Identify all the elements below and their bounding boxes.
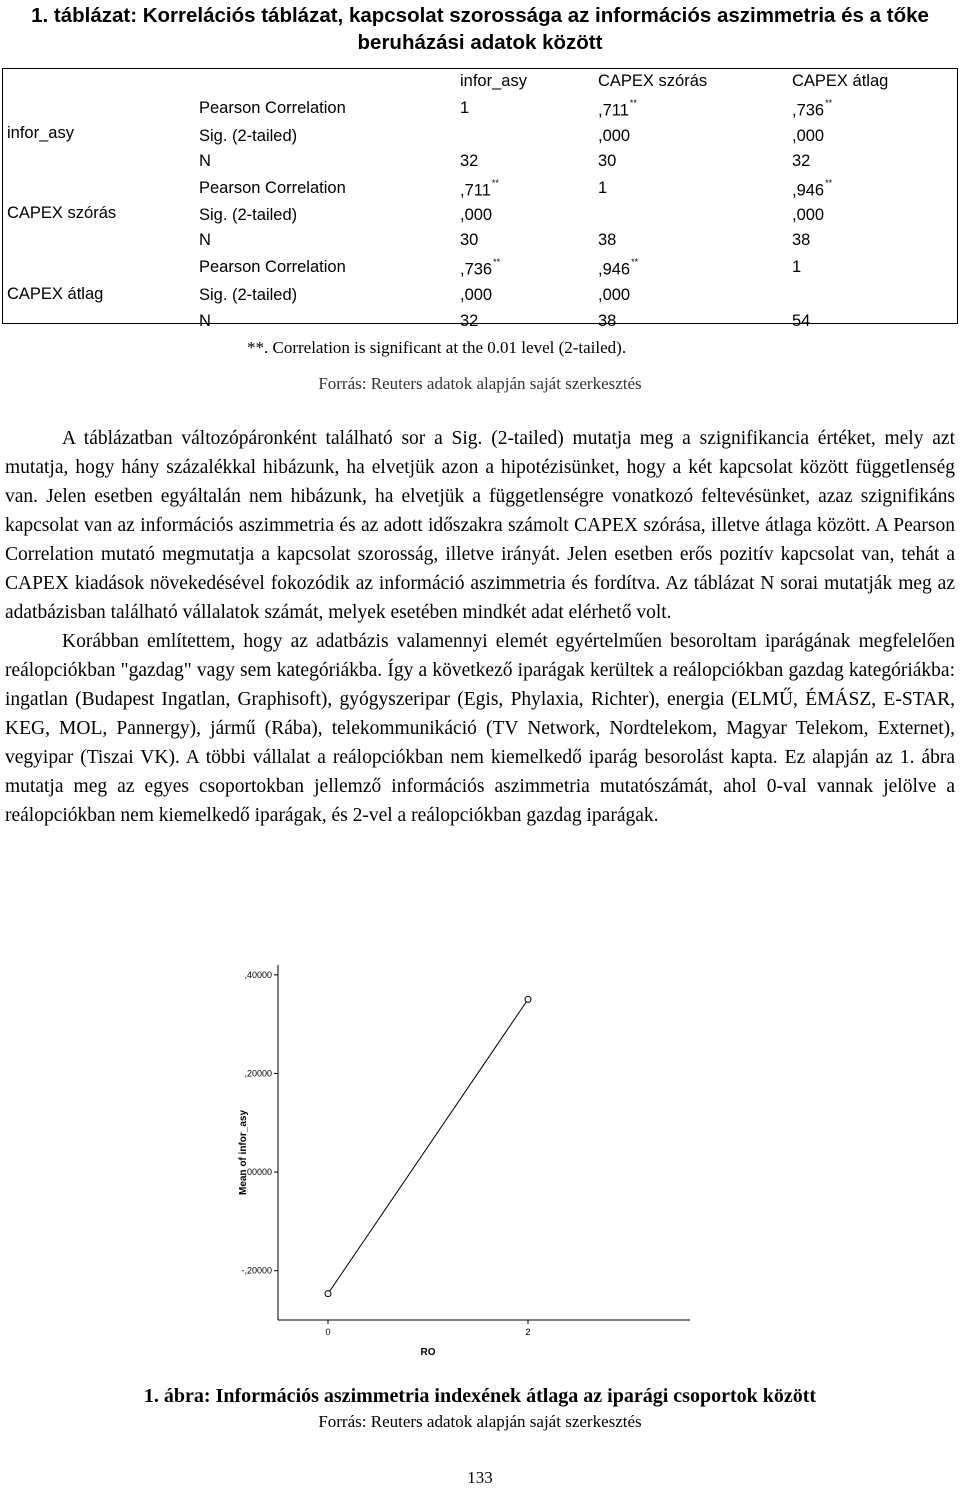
- y-tick-label: -,20000: [241, 1265, 272, 1276]
- header-col-capex-szoras: CAPEX szórás: [598, 72, 708, 90]
- table-cell: [788, 283, 957, 308]
- significance-marker: **: [825, 98, 833, 108]
- table-cell: ,736**: [792, 98, 833, 120]
- stat-label: N: [199, 151, 211, 170]
- data-point: [525, 996, 531, 1002]
- paragraph: Korábban említettem, hogy az adatbázis valamennyi elemét egyértelműen besoroltam iparágának megfelelően reálopciókban "gazdag" vagy sem kategóriákba. Így a következő iparágak kerültek a reálopciókban gazdag kategóriákba: ingatlan (Budapest Ingatlan, Graphisoft), gyógyszeripar (Egis, Phylaxia, Richter), energia (ELMŰ, ÉMÁSZ, E-STAR, KEG, MOL, Pannergy), jármű (Rába), telekommunikáció (TV Network, Nordtelekom, Magyar Telekom, Externet), vegyipar (Tiszai VK). A többi vállalat a reálopciókban nem kiemelkedő iparág besorolást kapta. Ez alapján az 1. ábra mutatja meg az egyes csoportokban jellemző információs aszimmetria mutatószámát, ahol 0-val vannak jelölve a reálopciókban nem kiemelkedő iparágak, és 2-vel a reálopciókban gazdag iparágak.: [5, 631, 955, 826]
- row-group-label: CAPEX átlag: [7, 284, 104, 303]
- stat-label: Pearson Correlation: [199, 258, 346, 277]
- significance-note: **. Correlation is significant at the 0.01 level (2-tailed).: [247, 338, 627, 357]
- significance-marker: **: [825, 177, 833, 188]
- table-cell: 54: [792, 312, 811, 330]
- table-cell: 32: [460, 151, 479, 170]
- correlation-table: [3, 69, 957, 336]
- paragraph: A táblázatban változópáronként található sor a Sig. (2-tailed) mutatja meg a szignifikancia értéket, mely azt mutatja, hogy hány százalékkal hibázunk, ha elvetjük azon a hipotézisünket, hogy a két kapcsolat között függetlenség van. Jelen esetben egyáltalán nem hibázunk, ha elvetjük a függetlenségre vonatkozó feltevésünket, azaz szignifikáns kapcsolat van az információs aszimmetria és az adott időszakra számolt CAPEX szórása, illetve átlaga között. A Pearson Correlation mutató megmutatja a kapcsolat szorosság, illetve irányát. Jelen esetben erős pozitív kapcsolat van, tehát a CAPEX kiadások növekedésével fokozódik az információ aszimmetria és fordítva. Az táblázat N sorai mutatják meg az adatbázisban található vállalatok számát, melyek esetében mindkét adat elérhető volt.: [5, 428, 955, 623]
- stat-label: N: [199, 312, 211, 330]
- table-cell: 32: [460, 312, 479, 330]
- header-cell: [195, 69, 456, 94]
- y-tick-label: ,20000: [244, 1068, 272, 1079]
- data-point: [325, 1291, 331, 1297]
- stat-label: Sig. (2-tailed): [199, 285, 298, 304]
- series-line: [328, 999, 528, 1293]
- table-cell: 1: [792, 258, 802, 277]
- table-row: [3, 253, 957, 283]
- table-row: [3, 174, 957, 204]
- header-cell: [3, 69, 195, 94]
- table-cell: [456, 124, 594, 149]
- table-cell: 1: [598, 178, 608, 197]
- figure-caption: 1. ábra: Információs aszimmetria indexének átlaga az iparági csoportok között: [143, 1385, 817, 1407]
- table-cell: 38: [792, 231, 811, 249]
- y-axis-label: Mean of infor_asy: [238, 1109, 249, 1196]
- table-cell: ,736**: [460, 257, 501, 279]
- stat-label: Pearson Correlation: [199, 178, 346, 197]
- table-cell: 30: [598, 151, 617, 170]
- x-tick-label: 0: [325, 1327, 331, 1337]
- x-tick-label: 2: [525, 1327, 531, 1337]
- stat-label: Sig. (2-tailed): [199, 206, 298, 224]
- header-col-infor-asy: infor_asy: [460, 72, 527, 90]
- table-cell: ,711**: [460, 177, 499, 199]
- significance-marker: **: [493, 257, 501, 267]
- stat-label: Sig. (2-tailed): [199, 126, 298, 145]
- table-cell: ,946**: [598, 257, 639, 279]
- table-cell: 38: [598, 231, 617, 249]
- stat-label: Pearson Correlation: [199, 99, 346, 118]
- stat-label: N: [199, 231, 211, 249]
- significance-marker: **: [629, 98, 637, 108]
- y-tick-label: ,00000: [244, 1167, 272, 1178]
- table-cell: ,000: [792, 126, 825, 145]
- table-cell: 30: [460, 231, 479, 249]
- table-source: Forrás: Reuters adatok alapján saját szerkesztés: [318, 374, 642, 393]
- figure-source: Forrás: Reuters adatok alapján saját szerkesztés: [318, 1412, 642, 1431]
- y-tick-label: ,40000: [244, 969, 272, 980]
- table-cell: ,000: [598, 285, 631, 304]
- x-axis-label: RO: [420, 1347, 436, 1358]
- page-number: 133: [467, 1468, 493, 1487]
- table-title: 1. táblázat: Korrelációs táblázat, kapcsolat szorossága az információs aszimmetria és a tőke beruházási adatok között: [31, 4, 929, 54]
- table-cell: 1: [460, 99, 470, 118]
- table-cell: ,000: [460, 285, 493, 304]
- table-cell: ,711**: [598, 98, 637, 120]
- table-cell: 38: [598, 312, 617, 330]
- significance-marker: **: [631, 257, 639, 267]
- body-text: [5, 424, 955, 830]
- row-group-label: infor_asy: [7, 124, 74, 143]
- table-cell: 32: [792, 151, 811, 170]
- table-cell: ,000: [792, 206, 825, 224]
- row-group-label: CAPEX szórás: [7, 203, 117, 222]
- table-cell: ,000: [460, 206, 493, 224]
- correlation-table-frame: [2, 68, 958, 330]
- table-header-row: [3, 69, 957, 94]
- table-cell: ,946**: [792, 177, 833, 199]
- header-col-capex-atlag: CAPEX átlag: [792, 72, 889, 90]
- table-cell: [594, 203, 788, 228]
- significance-marker: **: [491, 177, 499, 188]
- table-row: [3, 94, 957, 124]
- mean-infor-asy-chart: [220, 960, 700, 1365]
- table-cell: ,000: [598, 126, 631, 145]
